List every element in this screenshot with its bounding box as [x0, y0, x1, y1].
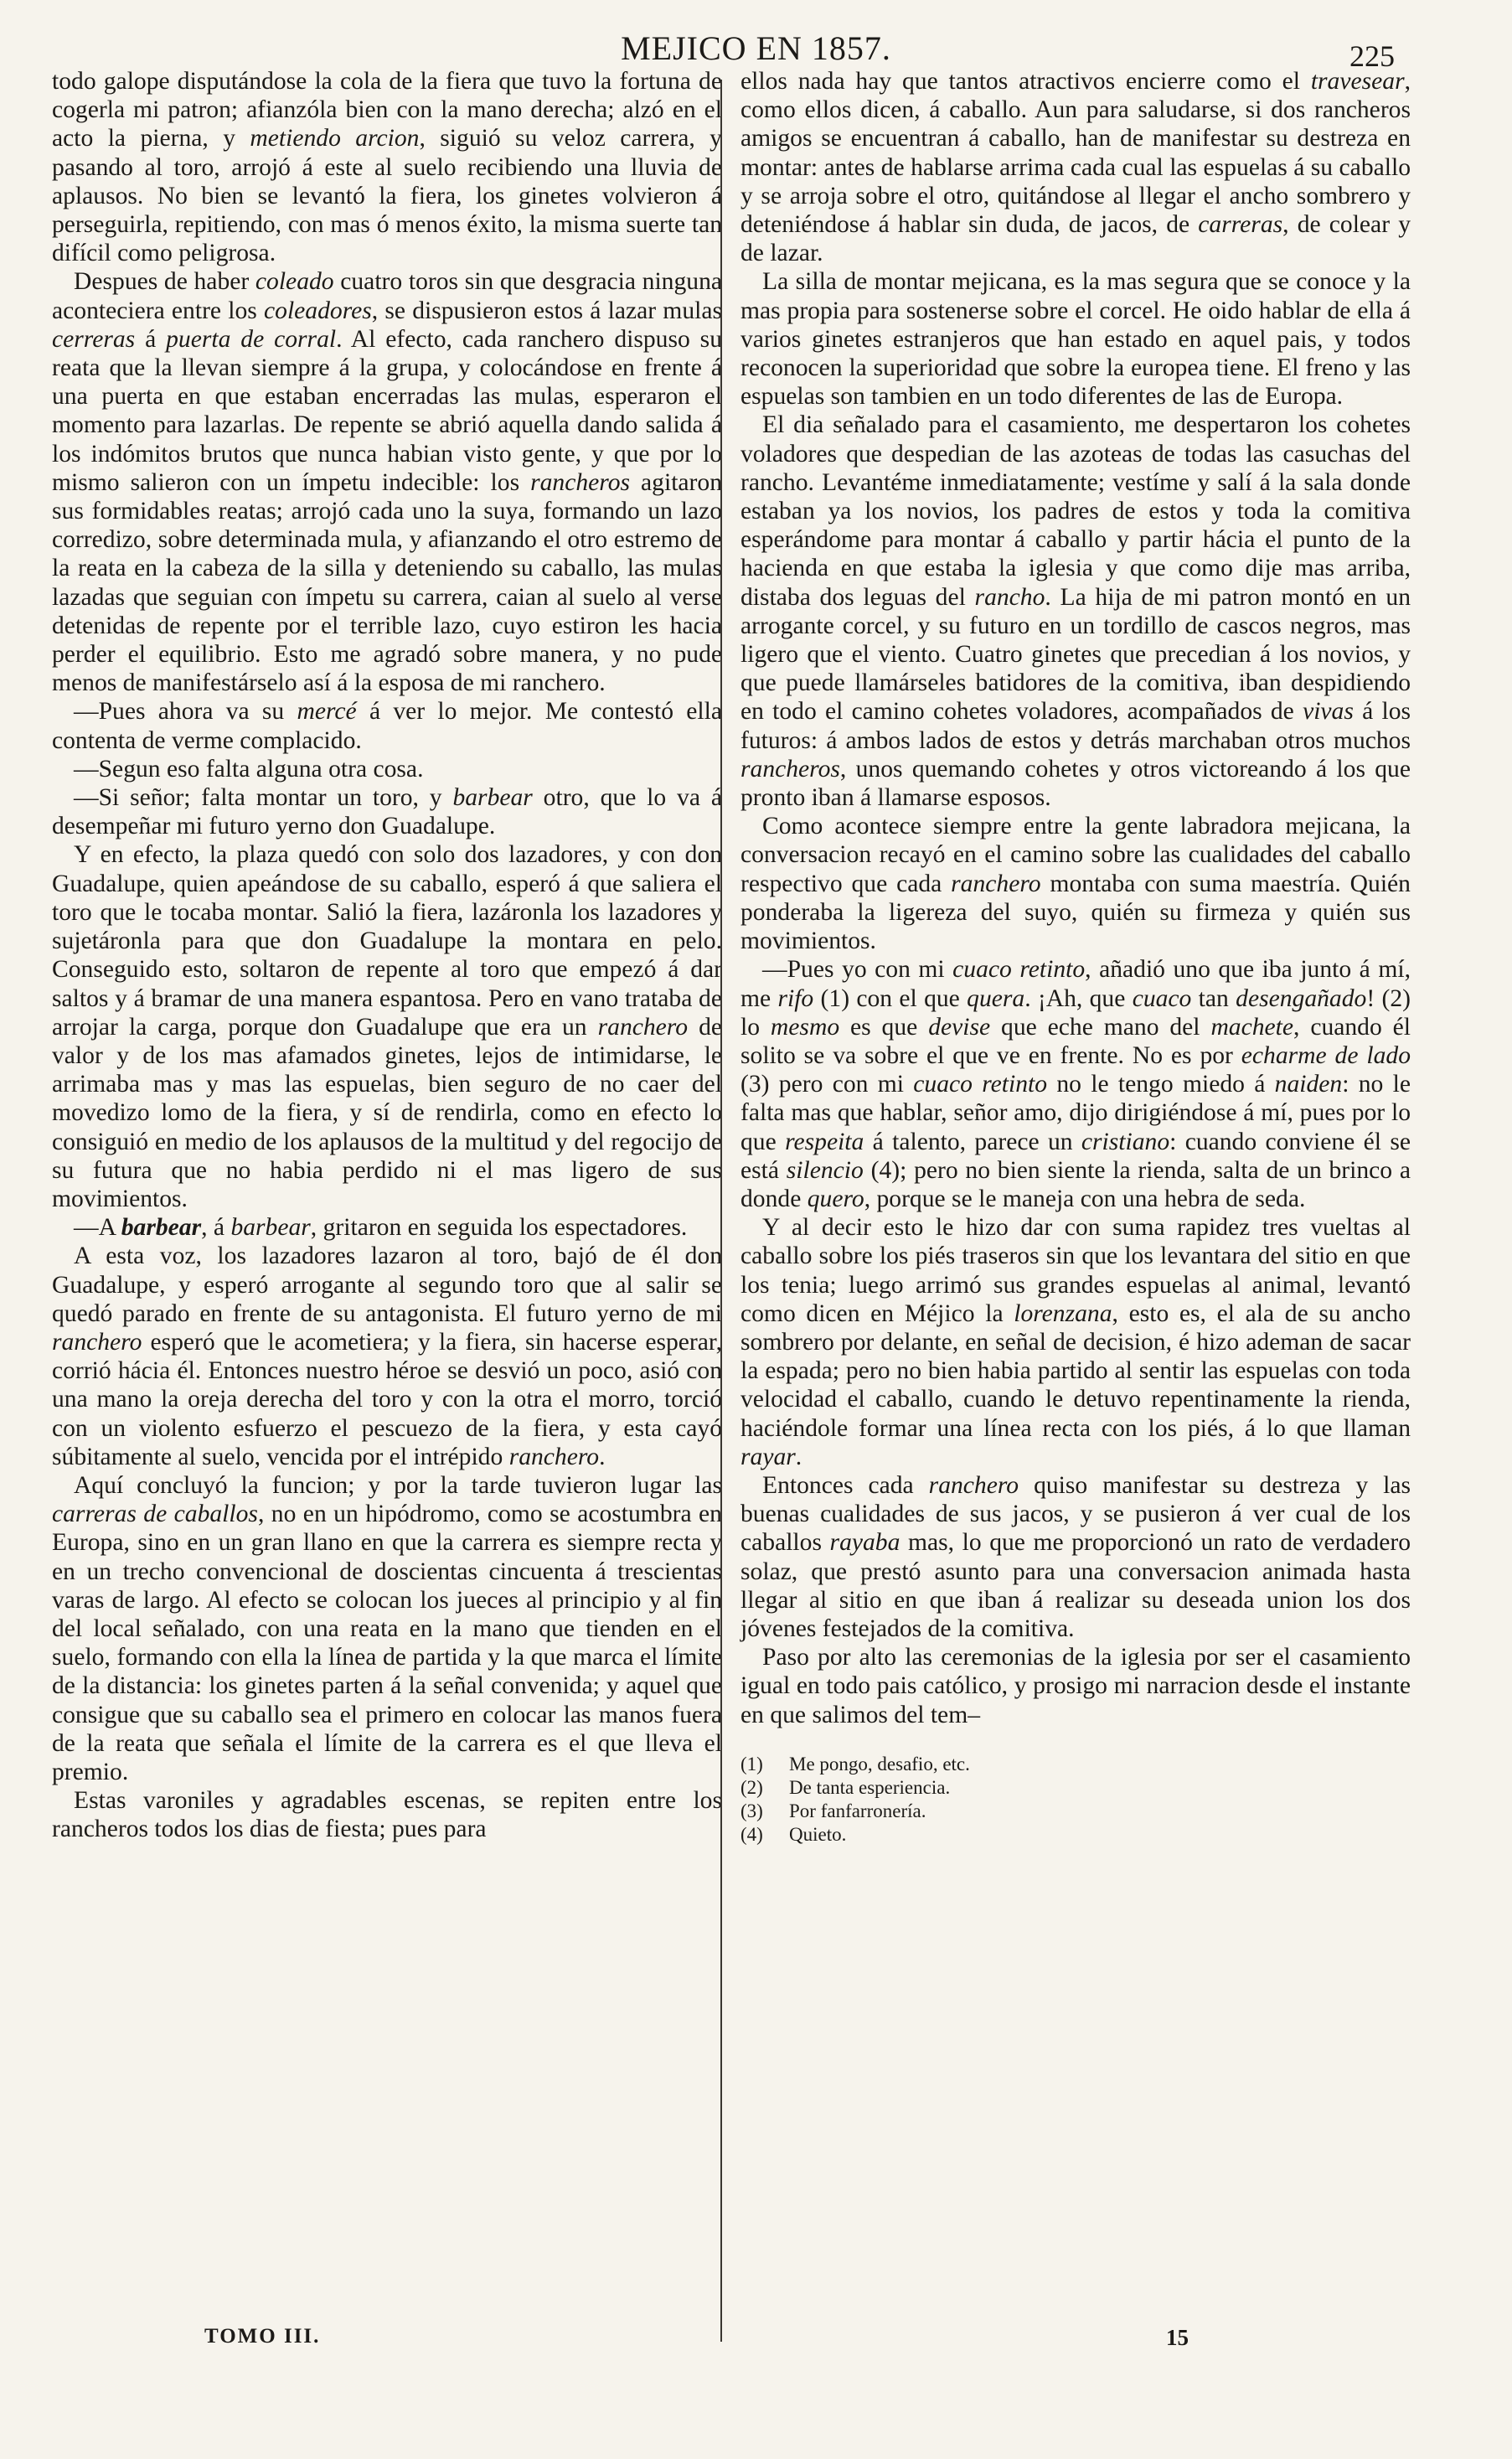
footnote [741, 1776, 1411, 1800]
footnotes [741, 1753, 1411, 1847]
paragraph: Estas varoniles y agradables escenas, se repiten entre los rancheros todos los dias de fiesta; pues para [52, 1787, 722, 1843]
volume-mark: TOMO III. [204, 2325, 321, 2348]
paragraph: Y al decir esto le hizo dar con suma rapidez tres vueltas al caballo sobre los piés traseros sin que los levantara del sitio en que los tenia; luego arrimó sus grandes espuelas al animal, levantó como dicen en Méjico la lorenzana, esto es, el ala de su ancho sombrero por delante, en señal de decision, é hizo ademan de sacar la espada; pero no bien habia partido al sentir las espuelas con toda velocidad el caballo, cuando le detuvo repentinamente la rienda, haciéndole formar una línea recta con los piés, á lo que llaman rayar. [741, 1214, 1411, 1470]
footnote-marker: (2) [741, 1776, 763, 1798]
paragraph: Como acontece siempre entre la gente labradora mejicana, la conversacion recayó en el camino sobre las cualidades del caballo respectivo que cada ranchero montaba con suma maestría. Quién ponderaba la ligereza del suyo, quién su firmeza y quién sus movimientos. [741, 813, 1411, 955]
paragraph: —Pues yo con mi cuaco retinto, añadió uno que iba junto á mí, me rifo (1) con el que quera. ¡Ah, que cuaco tan desengañado! (2) lo mesmo es que devise que eche mano del machete, cuando él solito se va sobre el que ve en frente. No es por echarme de lado (3) pero con mi cuaco retinto no le tengo miedo á naiden: no le falta mas que hablar, señor amo, dijo dirigiéndose á mí, pues por lo que respeita á talento, parece un cristiano: cuando conviene él se está silencio (4); pero no bien siente la rienda, salta de un brinco a donde quero, porque se le maneja con una hebra de seda. [741, 956, 1411, 1212]
page-number: 225 [1349, 39, 1395, 73]
paragraph: ellos nada hay que tantos atractivos encierre como el travesear, como ellos dicen, á caballo. Aun para saludarse, si dos rancheros amigos se encuentran á caballo, han de manifestar su destreza en montar: antes de hablarse arrima cada cual las espuelas á su caballo y se arroja sobre el otro, quitándose al llegar el ancho sombrero y deteniéndose á hablar sin duda, de jacos, de carreras, de colear y de lazar. [741, 68, 1411, 267]
paragraph: La silla de montar mejicana, es la mas segura que se conoce y la mas propia para sostenerse sobre el corcel. He oido hablar de ella á varios ginetes estranjeros que han estado en aquel pais, y todos reconocen la superioridad que sobre la europea tiene. El freno y las espuelas son tambien en un todo diferentes de las de Europa. [741, 268, 1411, 411]
footnote-marker: (4) [741, 1823, 763, 1845]
footnote [741, 1800, 1411, 1823]
paragraph: —Pues ahora va su mercé á ver lo mejor. Me contestó ella contenta de verme complacido. [52, 698, 723, 754]
running-head [0, 23, 1512, 74]
right-text-column [741, 67, 1411, 1847]
paragraph: Despues de haber coleado cuatro toros sin que desgracia ninguna aconteciera entre los coleadores, se dispusieron estos á lazar mulas cerreras á puerta de corral. Al efecto, cada ranchero dispuso su reata que la llevan siempre á la grupa, y colocándose en frente á una puerta en que estaban encerradas las mulas, esperaron el momento para lazarlas. De repente se abrió aquella dando salida á los indómitos brutos que nunca habian visto gente, y que por lo mismo salieron con un ímpetu indecible: los rancheros agitaron sus formidables reatas; arrojó cada uno la suya, formando un lazo corredizo, sobre determinada mula, y afianzando el otro estremo de la reata en la cabeza de la silla y deteniendo su caballo, las mulas lazadas que seguian con ímpetu su carrera, caian al suelo al verse detenidas de repente por el terrible lazo, cuyo estiron les hacia perder el equilibrio. Esto me agradó sobre manera, y no pude menos de manifestárselo así á la esposa de mi ranchero. [52, 268, 723, 697]
footnote-text: Por fanfarronería. [789, 1800, 926, 1821]
footnote-text: De tanta esperiencia. [789, 1776, 951, 1798]
footnote-marker: (1) [741, 1753, 763, 1775]
paragraph: —A barbear, á barbear, gritaron en seguida los espectadores. [74, 1214, 688, 1242]
page-footer [0, 2325, 1512, 2367]
footnote-text: Quieto. [789, 1823, 847, 1845]
paragraph: Entonces cada ranchero quiso manifestar su destreza y las buenas cualidades de sus jacos, y se pusieron á ver cual de los caballos rayaba mas, lo que me proporcionó un rato de verdadero solaz, que prestó asunto para una conversacion animada hasta llegar al sitio en que iban á realizar su deseada union los dos jóvenes festejados de la comitiva. [741, 1471, 1411, 1642]
paragraph: —Si señor; falta montar un toro, y barbear otro, que lo va á desempeñar mi futuro yerno don Guadalupe. [52, 784, 722, 840]
left-text-column [52, 67, 722, 1844]
page-title: MEJICO EN 1857. [621, 29, 891, 67]
paragraph: Aquí concluyó la funcion; y por la tarde tuvieron lugar las carreras de caballos, no en un hipódromo, como se acostumbra en Europa, sino en un gran llano en que la carrera es siempre recta y en un trecho convencional de doscientas cincuenta á trescientas varas de largo. Al efecto se colocan los jueces al principio y al fin del local señalado, con una reata en la mano que tienden en el suelo, formando con ella la línea de partida y la que marca el límite de la distancia: los ginetes parten á la señal convenida; y aquel que consigue que su caballo sea el primero en colocar las manos fuera de la reata que señala el límite de la carrera es el que lleva el premio. [52, 1471, 722, 1785]
paragraph: —Segun eso falta alguna otra cosa. [74, 755, 424, 783]
paragraph: Y en efecto, la plaza quedó con solo dos lazadores, y con don Guadalupe, quien apeándose de su caballo, esperó á que saliera el toro que le tocaba montar. Salió la fiera, lazáronla los lazadores y sujetáronla para que don Guadalupe la montara en pelo. Conseguido esto, soltaron de repente al toro que empezó á dar saltos y á bramar de una manera espantosa. Pero en vano trataba de arrojar la carga, porque don Guadalupe que era un ranchero de valor y de los mas afamados ginetes, lejos de intimidarse, le arrimaba mas y mas las espuelas, bien seguro de no caer del movedizo lomo de la fiera, y sí de rendirla, como en efecto lo consiguió en medio de los aplausos de la multitud y del regocijo de su futura que no habia perdido ni el mas ligero de sus movimientos. [52, 841, 722, 1212]
column-divider-rule [720, 80, 722, 2342]
right-column-body [741, 67, 1411, 1729]
paragraph: Paso por alto las ceremonias de la iglesia por ser el casamiento igual en todo pais católico, y prosigo mi narracion desde el instante en que salimos del tem– [741, 1644, 1411, 1728]
footnote [741, 1823, 1411, 1847]
footnote [741, 1753, 1411, 1776]
paragraph: todo galope disputándose la cola de la fiera que tuvo la fortuna de cogerla mi patron; afianzóla bien con la mano derecha; alzó en el acto la pierna, y metiendo arcion, siguió su veloz carrera, y pasando al toro, arrojó á este al suelo recibiendo una lluvia de aplausos. No bien se levantó la fiera, los ginetes volvieron á perseguirla, repitiendo, con mas ó menos éxito, la misma suerte tan difícil como peligrosa. [52, 68, 722, 267]
footnote-text: Me pongo, desafio, etc. [789, 1753, 970, 1775]
signature-mark: 15 [1166, 2325, 1189, 2350]
paragraph: El dia señalado para el casamiento, me despertaron los cohetes voladores que despedian de las azoteas de todas las casuchas del rancho. Levantéme inmediatamente; vestíme y salí á la sala donde estaban ya los novios, los padres de estos y toda la comitiva esperándome para montar á caballo y partir hácia el punto de la hacienda en que estaba la iglesia y que como dije mas arriba, distaba dos leguas del rancho. La hija de mi patron montó en un arrogante corcel, y su futuro en un tordillo de cascos negros, mas ligero que el viento. Cuatro ginetes que precedian á los novios, y que puede llamárseles batidores de la comitiva, iban despidiendo en todo el camino cohetes voladores, acompañados de vivas á los futuros: á ambos lados de estos y detrás marchaban otros muchos rancheros, unos quemando cohetes y otros victoreando á los que pronto iban á llamarse esposos. [741, 411, 1411, 812]
paragraph: A esta voz, los lazadores lazaron al toro, bajó de él don Guadalupe, y esperó arrogante al segundo toro que al salir se quedó parado en frente de su antagonista. El futuro yerno de mi ranchero esperó que le acometiera; y la fiera, sin hacerse esperar, corrió hácia él. Entonces nuestro héroe se desvió un poco, asió con una mano la oreja derecha del toro y con la otra el morro, torció con un violento esfuerzo el pescuezo de la fiera, y esta cayó súbitamente al suelo, vencida por el intrépido ranchero. [52, 1242, 722, 1470]
footnote-marker: (3) [741, 1800, 763, 1821]
